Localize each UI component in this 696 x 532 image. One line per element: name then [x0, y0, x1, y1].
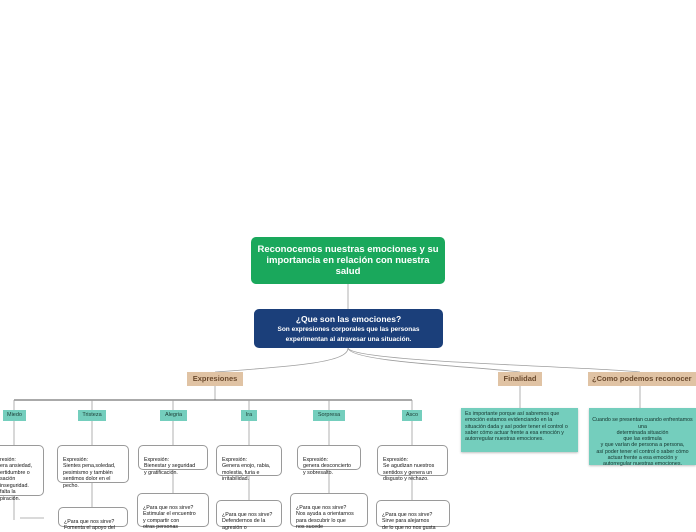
branch-como-reconocer[interactable] — [588, 372, 696, 386]
como-reconocer-description-text: Cuando se presentan cuando enfrentamos una determinada situación que las estimula y que varían de persona a persona, así poder tener el control o saber cómo actuar frente a esa emoción y autorregular nuestras emociones. — [592, 417, 693, 468]
expression-asco-text: Expresión: Se agudizan nuestros sentidos y genera un disgusto y rechazo. — [383, 456, 435, 482]
expression-alegria[interactable] — [138, 445, 208, 476]
finalidad-description-text: Es importante porque así sabremos que emoción estamos evidenciando en la situación dada y así poder tener el control o saber cómo actuar frente a esa emoción y autorregular nuestras emociones. — [465, 411, 568, 443]
purpose-asco-text: ¿Para que nos sirve? Sirve para alejarnos de lo que no nos gusta — [382, 511, 436, 531]
purpose-sorpresa[interactable] — [290, 493, 368, 530]
main-topic[interactable] — [254, 309, 443, 348]
expression-miedo-text: resión: era ansiedad, ertidumbre o sación inseguridad. falta la piración. — [0, 456, 33, 502]
purpose-tristeza-text: ¿Para que nos sirve? Fomenta el apoyo del — [64, 518, 115, 531]
branch-finalidad[interactable] — [498, 372, 542, 386]
main-topic-subtitle: Son expresiones corporales que las personas experimentan al atravesar una situación. — [277, 326, 420, 343]
expression-tristeza[interactable] — [57, 445, 129, 489]
emotion-alegria[interactable] — [160, 410, 187, 421]
emotion-asco-label: Asco — [405, 412, 419, 418]
expression-alegria-text: Expresión: Bienestar y seguridad y gratificación. — [144, 456, 196, 476]
emotion-tristeza-label: Tristeza — [82, 412, 102, 418]
main-topic-title: ¿Que son las emociones? — [295, 314, 402, 324]
purpose-tristeza[interactable] — [58, 507, 128, 531]
finalidad-description[interactable] — [461, 408, 578, 452]
expression-sorpresa-text: Expresión: genera desconcierto y sobresalto. — [303, 456, 351, 476]
emotion-miedo[interactable] — [3, 410, 26, 421]
purpose-asco[interactable] — [376, 500, 450, 531]
emotion-sorpresa[interactable] — [313, 410, 345, 421]
branch-como-label: ¿Como podemos reconocer — [592, 374, 692, 383]
expression-asco[interactable] — [377, 445, 448, 482]
como-reconocer-description[interactable] — [589, 408, 696, 468]
emotion-ira-label: Ira — [245, 412, 253, 418]
emotion-ira[interactable] — [241, 410, 257, 421]
expression-tristeza-text: Expresión: Sientes pena,soledad, pesimismo y también sentimos dolor en el pecho. — [63, 456, 116, 489]
emotion-miedo-label: Miedo — [7, 412, 22, 418]
purpose-ira-text: ¿Para que nos sirve? Defendernos de la agresión o — [222, 511, 273, 531]
purpose-alegria-text: ¿Para que nos sirve? Estimular el encuentro y compartir con otras personas — [143, 504, 196, 530]
expression-ira[interactable] — [216, 445, 282, 482]
purpose-alegria[interactable] — [137, 493, 209, 530]
root-topic-title: Reconocemos nuestras emociones y su importancia en relación con nuestra salud — [257, 244, 439, 277]
branch-expresiones-label: Expresiones — [192, 374, 238, 383]
expression-sorpresa[interactable] — [297, 445, 361, 476]
emotion-tristeza[interactable] — [78, 410, 106, 421]
purpose-sorpresa-text: ¿Para que nos sirve? Nos ayuda a orientarnos para descubrir lo que nos sucede — [296, 504, 354, 530]
branch-expresiones[interactable] — [187, 372, 243, 386]
emotion-sorpresa-label: Sorpresa — [317, 412, 341, 418]
branch-finalidad-label: Finalidad — [503, 374, 537, 383]
expression-ira-text: Expresión: Genera enojo, rabia, molestia, furia e irritabilidad. — [222, 456, 271, 482]
emotion-asco[interactable] — [402, 410, 422, 421]
expression-miedo[interactable] — [0, 445, 44, 502]
root-topic[interactable] — [251, 237, 445, 284]
purpose-ira[interactable] — [216, 500, 282, 531]
emotion-alegria-label: Alegria — [164, 412, 183, 418]
